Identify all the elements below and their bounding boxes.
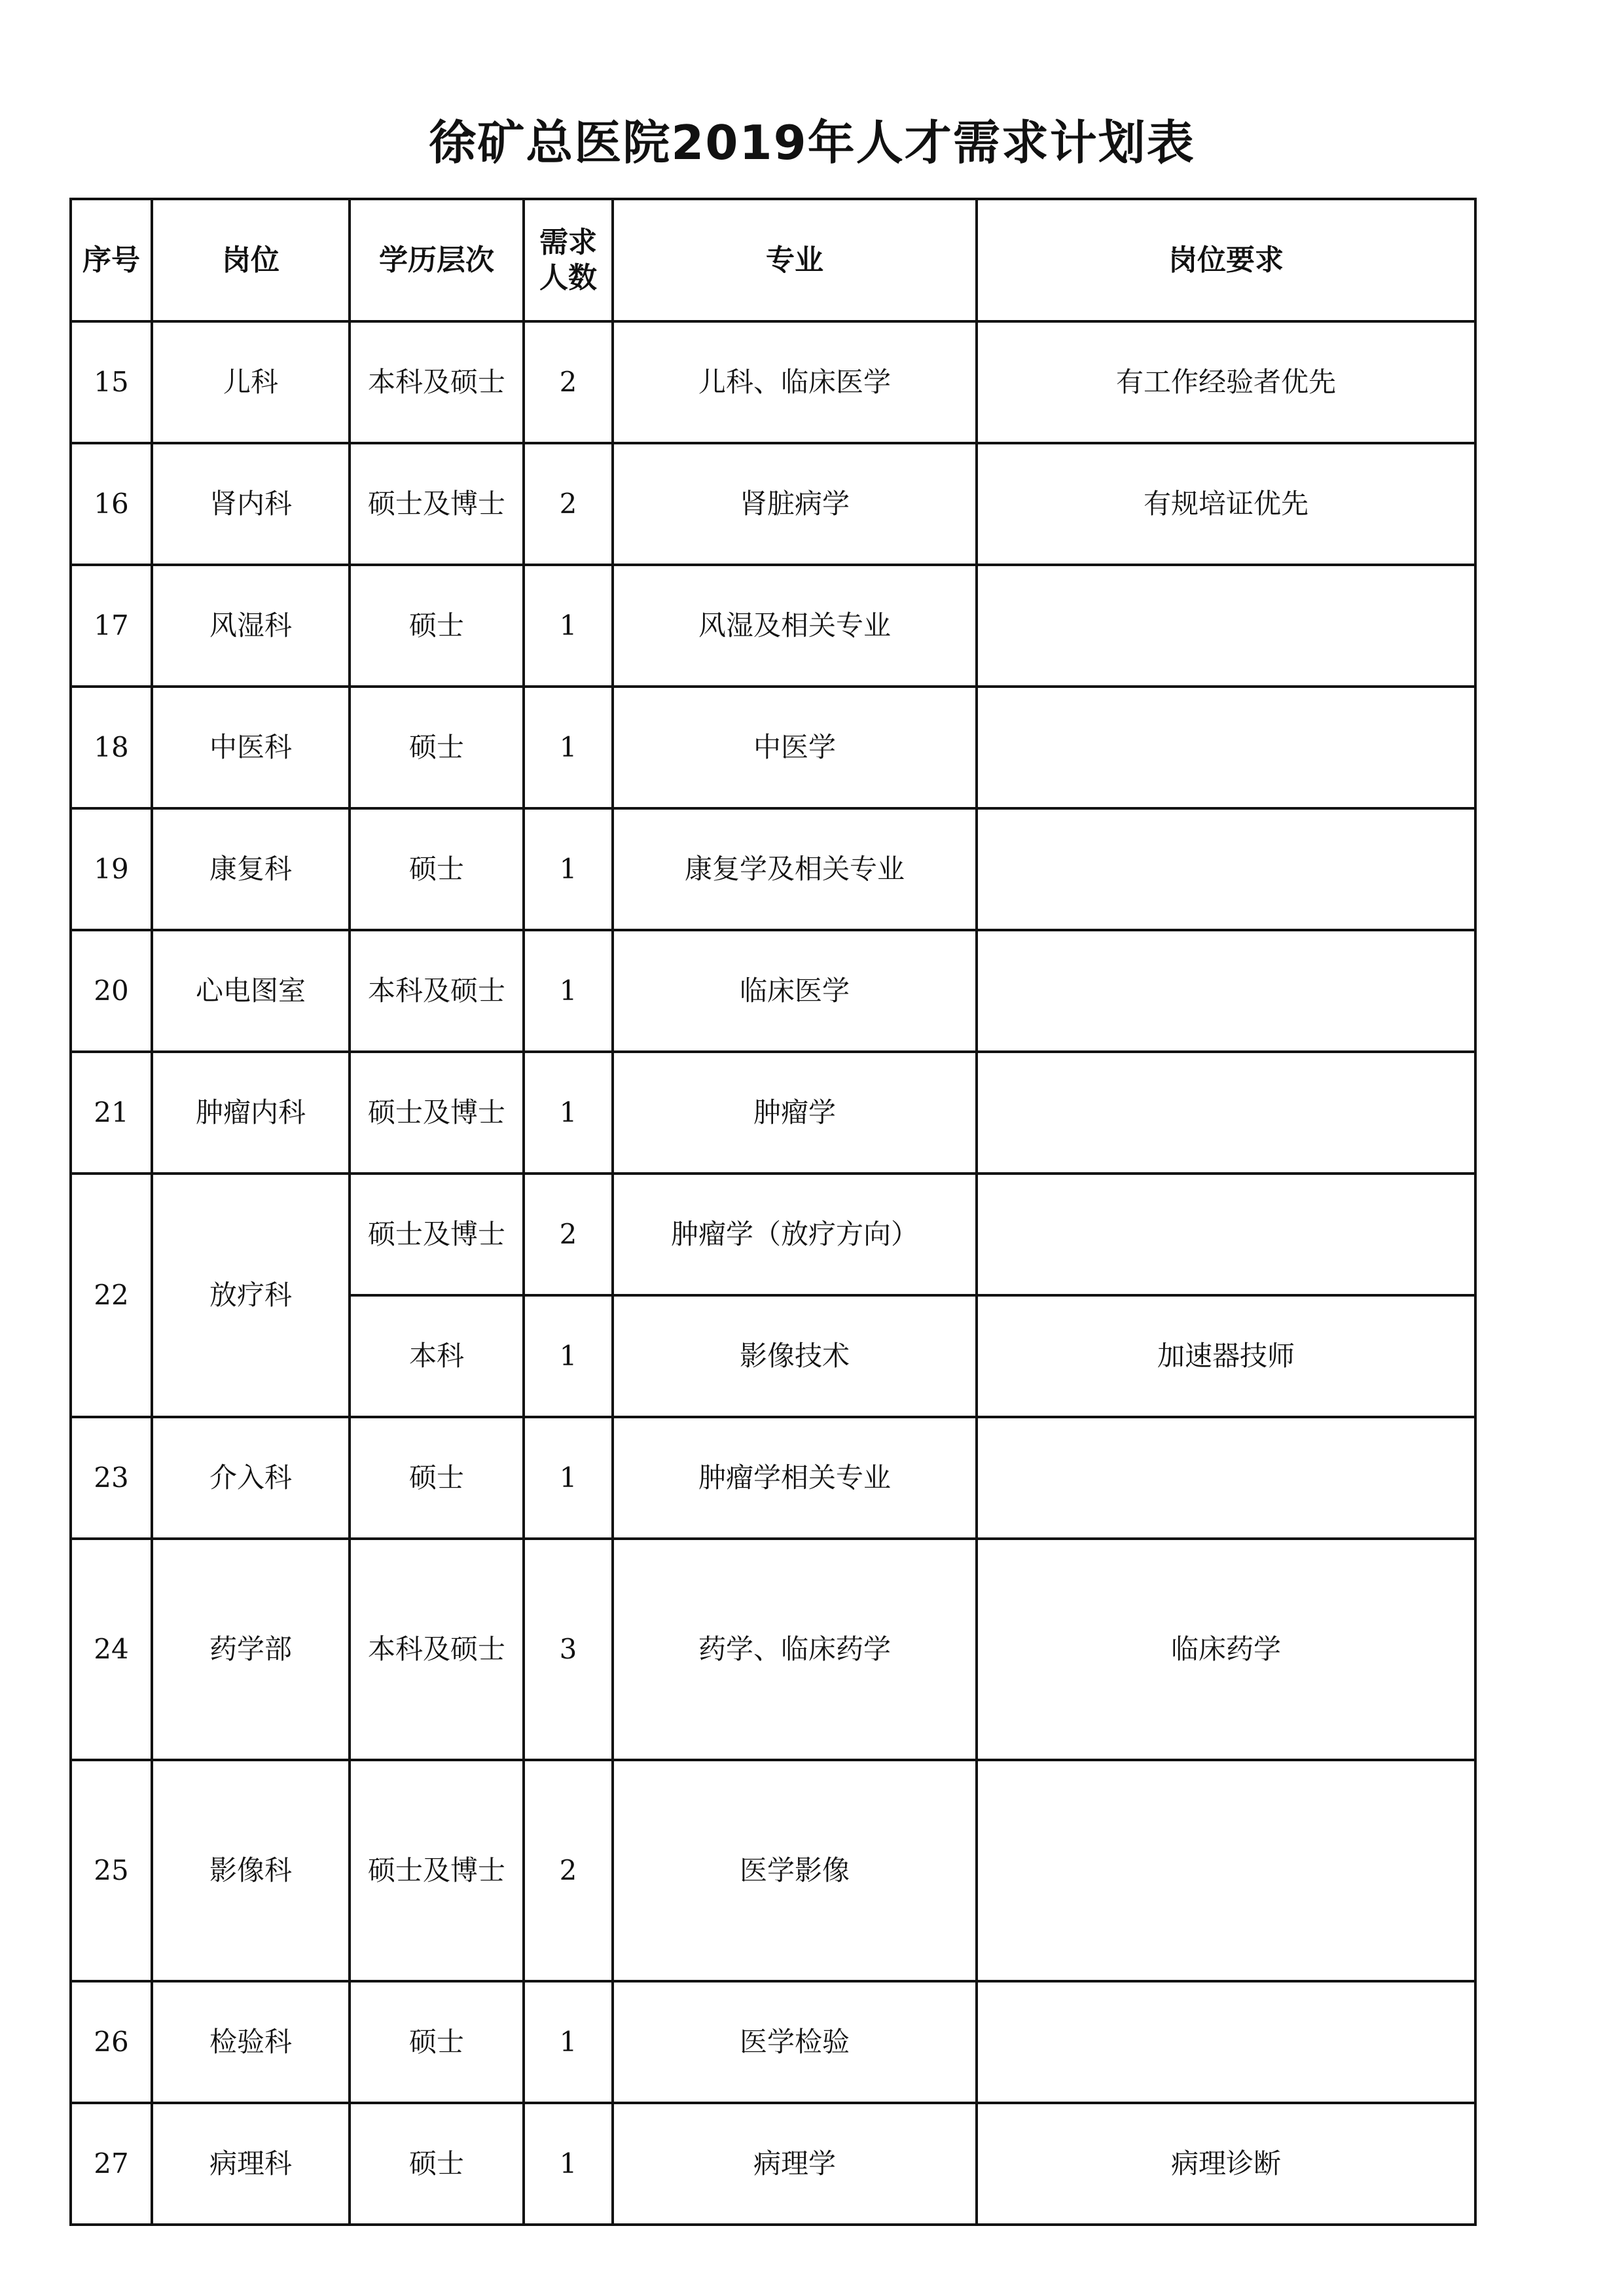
header-count-line1: 需求 xyxy=(539,225,597,259)
cell-education: 本科及硕士 xyxy=(350,321,524,443)
cell-requirement xyxy=(977,1417,1475,1539)
cell-major: 康复学及相关专业 xyxy=(613,808,977,930)
cell-position: 心电图室 xyxy=(152,930,350,1052)
cell-requirement xyxy=(977,1760,1475,1981)
cell-education: 硕士及博士 xyxy=(350,443,524,565)
cell-position: 病理科 xyxy=(152,2103,350,2225)
cell-count: 1 xyxy=(524,930,613,1052)
cell-education: 硕士 xyxy=(350,1981,524,2103)
table-row xyxy=(71,2103,1475,2225)
cell-education: 硕士 xyxy=(350,808,524,930)
table-row xyxy=(71,1760,1475,1981)
cell-requirement xyxy=(977,808,1475,930)
cell-count: 3 xyxy=(524,1539,613,1760)
cell-count: 1 xyxy=(524,808,613,930)
cell-position: 儿科 xyxy=(152,321,350,443)
table-row xyxy=(71,930,1475,1052)
cell-index: 23 xyxy=(71,1417,152,1539)
document-title: 徐矿总医院2019年人才需求计划表 xyxy=(429,115,1195,170)
cell-education: 硕士 xyxy=(350,565,524,687)
cell-requirement xyxy=(977,1981,1475,2103)
table-row xyxy=(71,565,1475,687)
cell-education: 硕士及博士 xyxy=(350,1760,524,1981)
header-position: 岗位 xyxy=(152,199,350,321)
cell-major: 肾脏病学 xyxy=(613,443,977,565)
cell-count: 2 xyxy=(524,443,613,565)
cell-major: 中医学 xyxy=(613,687,977,808)
cell-education: 硕士 xyxy=(350,1417,524,1539)
table-row xyxy=(71,1981,1475,2103)
table-row xyxy=(71,1052,1475,1174)
cell-requirement xyxy=(977,687,1475,808)
cell-index: 18 xyxy=(71,687,152,808)
cell-requirement: 临床药学 xyxy=(977,1539,1475,1760)
cell-major: 肿瘤学（放疗方向） xyxy=(613,1174,977,1295)
header-index: 序号 xyxy=(71,199,152,321)
cell-requirement xyxy=(977,930,1475,1052)
cell-position: 介入科 xyxy=(152,1417,350,1539)
cell-position: 肿瘤内科 xyxy=(152,1052,350,1174)
table-header-row xyxy=(71,199,1475,321)
table-row xyxy=(71,808,1475,930)
cell-education: 硕士 xyxy=(350,687,524,808)
table-row xyxy=(71,1417,1475,1539)
cell-major: 肿瘤学 xyxy=(613,1052,977,1174)
cell-index: 16 xyxy=(71,443,152,565)
cell-count: 1 xyxy=(524,1981,613,2103)
cell-position: 康复科 xyxy=(152,808,350,930)
table-row xyxy=(71,321,1475,443)
header-count-line2: 人数 xyxy=(539,260,597,295)
cell-education: 本科 xyxy=(350,1295,524,1417)
cell-major: 临床医学 xyxy=(613,930,977,1052)
table-row xyxy=(71,1174,1475,1295)
header-education: 学历层次 xyxy=(350,199,524,321)
cell-position: 风湿科 xyxy=(152,565,350,687)
cell-index: 25 xyxy=(71,1760,152,1981)
table-row xyxy=(71,443,1475,565)
cell-position: 肾内科 xyxy=(152,443,350,565)
cell-index: 20 xyxy=(71,930,152,1052)
cell-index: 27 xyxy=(71,2103,152,2225)
table-row xyxy=(71,687,1475,808)
cell-count: 1 xyxy=(524,687,613,808)
header-major: 专业 xyxy=(613,199,977,321)
cell-count: 2 xyxy=(524,1760,613,1981)
cell-major: 儿科、临床医学 xyxy=(613,321,977,443)
cell-index: 22 xyxy=(71,1174,152,1417)
cell-count: 2 xyxy=(524,321,613,443)
cell-requirement: 加速器技师 xyxy=(977,1295,1475,1417)
cell-major: 病理学 xyxy=(613,2103,977,2225)
cell-major: 影像技术 xyxy=(613,1295,977,1417)
cell-education: 硕士及博士 xyxy=(350,1174,524,1295)
header-requirement: 岗位要求 xyxy=(977,199,1475,321)
cell-count: 2 xyxy=(524,1174,613,1295)
cell-index: 15 xyxy=(71,321,152,443)
cell-requirement: 病理诊断 xyxy=(977,2103,1475,2225)
cell-requirement xyxy=(977,1052,1475,1174)
cell-index: 26 xyxy=(71,1981,152,2103)
table-row xyxy=(71,1539,1475,1760)
cell-major: 药学、临床药学 xyxy=(613,1539,977,1760)
cell-requirement: 有工作经验者优先 xyxy=(977,321,1475,443)
cell-major: 肿瘤学相关专业 xyxy=(613,1417,977,1539)
cell-education: 本科及硕士 xyxy=(350,930,524,1052)
cell-education: 硕士 xyxy=(350,2103,524,2225)
cell-requirement: 有规培证优先 xyxy=(977,443,1475,565)
cell-index: 17 xyxy=(71,565,152,687)
header-count xyxy=(524,199,613,321)
cell-index: 19 xyxy=(71,808,152,930)
cell-count: 1 xyxy=(524,1052,613,1174)
cell-position: 药学部 xyxy=(152,1539,350,1760)
cell-count: 1 xyxy=(524,565,613,687)
cell-count: 1 xyxy=(524,2103,613,2225)
cell-requirement xyxy=(977,565,1475,687)
cell-major: 医学影像 xyxy=(613,1760,977,1981)
talent-demand-table xyxy=(69,198,1477,2226)
cell-requirement xyxy=(977,1174,1475,1295)
cell-major: 风湿及相关专业 xyxy=(613,565,977,687)
cell-position: 影像科 xyxy=(152,1760,350,1981)
cell-position: 放疗科 xyxy=(152,1174,350,1417)
cell-index: 24 xyxy=(71,1539,152,1760)
cell-position: 中医科 xyxy=(152,687,350,808)
cell-position: 检验科 xyxy=(152,1981,350,2103)
cell-index: 21 xyxy=(71,1052,152,1174)
cell-count: 1 xyxy=(524,1417,613,1539)
cell-education: 硕士及博士 xyxy=(350,1052,524,1174)
cell-major: 医学检验 xyxy=(613,1981,977,2103)
cell-count: 1 xyxy=(524,1295,613,1417)
cell-education: 本科及硕士 xyxy=(350,1539,524,1760)
